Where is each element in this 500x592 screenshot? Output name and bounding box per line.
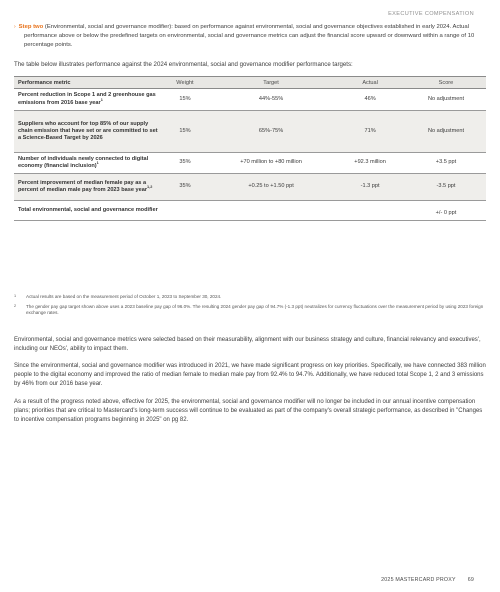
table-row (14, 111, 486, 153)
weight-cell: 35% (162, 153, 208, 174)
table-row (14, 153, 486, 174)
score-cell: No adjustment (406, 111, 486, 153)
performance-table (14, 76, 486, 221)
header-score: Score (406, 77, 486, 89)
table-row-total (14, 201, 486, 221)
actual-cell: +92.3 million (334, 153, 406, 174)
target-cell: 65%-75% (208, 111, 334, 153)
header-actual: Actual (334, 77, 406, 89)
body-paragraph: Environmental, social and governance metrics were selected based on their measurability, alignment with our business strategy and culture, financial relevancy and executives', including our NEOs', ability to impact them. (14, 337, 481, 352)
footer-title: 2025 MASTERCARD PROXY (381, 577, 456, 583)
step-two-block (14, 23, 484, 49)
table-row (14, 174, 486, 201)
target-cell: +0.25 to +1.50 ppt (208, 174, 334, 201)
weight-cell: 15% (162, 89, 208, 111)
section-label: EXECUTIVE COMPENSATION (388, 11, 474, 17)
step-two-title: Step two (18, 24, 44, 30)
footnotes (14, 294, 486, 320)
table-row (14, 89, 486, 111)
header-metric: Performance metric (14, 77, 162, 89)
weight-cell (162, 201, 208, 221)
score-cell: -3.5 ppt (406, 174, 486, 201)
footnote-text: Actual results are based on the measurement period of October 1, 2023 to September 30, 2024. (26, 294, 222, 299)
actual-cell (334, 201, 406, 221)
target-cell (208, 201, 334, 221)
body-paragraph: Since the environmental, social and governance modifier was introduced in 2021, we have made significant progress on key priorities. Specifically, we have connected 383 million people to the digital economy and improved the ratio of median female to median male pay from 92.4% to 94.7%. Additionally, we have reduced total Scope 1, 2 and 3 emissions by 46% from our 2016 base year. (14, 363, 486, 387)
step-two-text: (Environmental, social and governance modifier): based on performance against environmental, social and governance objectives established in early 2024. Actual performance above or below the predefined targets on environmental, social and governance metrics can adjust the financial score upward or downward within a range of 10 percentage points. (24, 24, 475, 48)
footnote-number: 2 (14, 303, 17, 308)
target-cell: +70 million to +80 million (208, 153, 334, 174)
footnote-number: 1 (14, 294, 17, 298)
metric-cell: Number of individuals newly connected to digital economy (financial inclusion)$^1$ (14, 153, 162, 174)
metric-cell: Percent improvement of median female pay as a percent of median male pay from 2023 base year$^{1,2}$ (14, 174, 162, 201)
score-cell: +/- 0 ppt (406, 201, 486, 221)
weight-cell: 15% (162, 111, 208, 153)
table-intro: The table below illustrates performance against the 2024 environmental, social and governance modifier performance targets: (14, 61, 353, 68)
body-paragraph: As a result of the progress noted above, effective for 2025, the environmental, social and governance modifier will no longer be included in our annual incentive compensation plans; priorities that are critical to Mastercard's long-term success will continue to be evaluated as part of the company's overall strategic performance, as described in "Changes to incentive compensation programs beginning in 2025" on pg 82. (14, 399, 483, 423)
actual-cell: 71% (334, 111, 406, 153)
metric-cell: Percent reduction in Scope 1 and 2 greenhouse gas emissions from 2016 base year$^1$ (14, 89, 162, 111)
metric-cell: Suppliers who account for top 85% of our supply chain emission that have set or are committed to set a Science-Based Target by 2026 (14, 111, 162, 153)
metric-cell: Total environmental, social and governance modifier (14, 201, 162, 221)
header-target: Target (208, 77, 334, 89)
header-weight: Weight (162, 77, 208, 89)
footnote (14, 304, 486, 317)
step-two-paragraph (14, 23, 484, 49)
arrow-icon: › (14, 24, 16, 30)
footnote (14, 294, 486, 301)
page-number: 69 (467, 577, 474, 583)
page-footer (381, 577, 474, 583)
actual-cell: -1.3 ppt (334, 174, 406, 201)
weight-cell: 35% (162, 174, 208, 201)
score-cell: +3.5 ppt (406, 153, 486, 174)
table-header-row (14, 77, 486, 89)
actual-cell: 46% (334, 89, 406, 111)
score-cell: No adjustment (406, 89, 486, 111)
target-cell: 44%-55% (208, 89, 334, 111)
footnote-text: The gender pay gap target shown above uses a 2023 baseline pay gap of 96.0%. The resulting 2024 gender pay gap of 94.7% (-1.3 ppt) neutralizes for currency fluctuations over the measurement period by using 2023 foreign exchange rates. (26, 303, 484, 316)
